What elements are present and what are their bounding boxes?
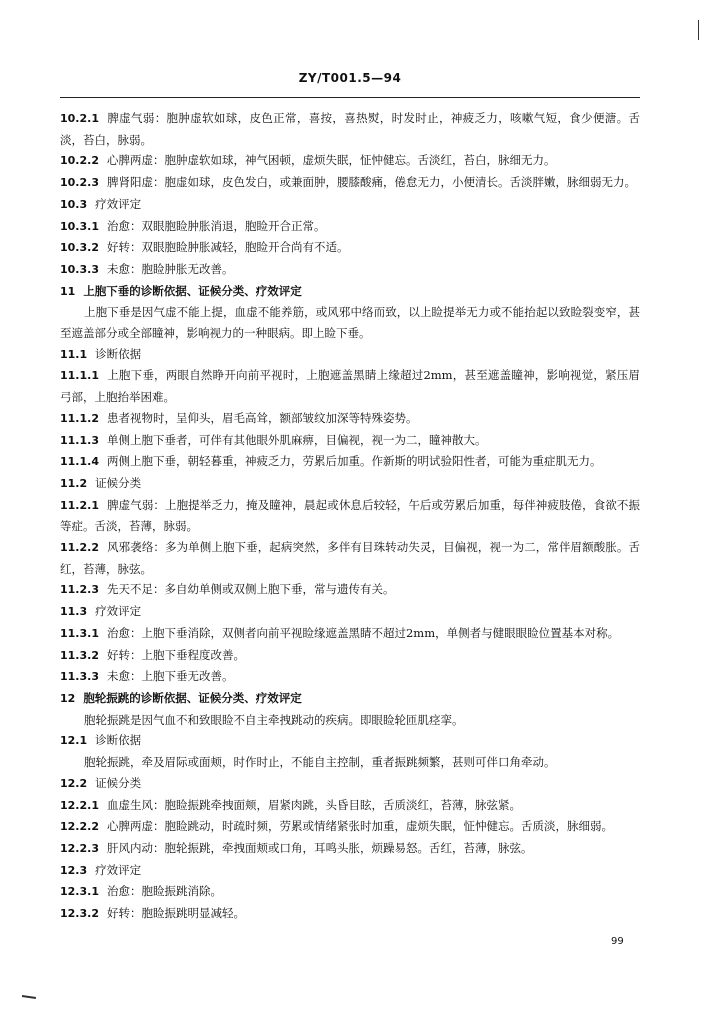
clause-number: 12 — [60, 691, 76, 705]
clause — [60, 881, 640, 903]
clause-text: 证候分类 — [95, 475, 142, 490]
clause-number: 10.3.1 — [60, 219, 99, 233]
clause-text: 脾虚气弱：胞肿虚软如球，皮色正常，喜按，喜热熨，时发时止，神疲乏力，咳嗽气短，食少便溏。舌淡，苔白，脉弱。 — [60, 111, 640, 147]
page-number: 99 — [611, 936, 624, 947]
clause-number: 10.2.1 — [60, 112, 99, 125]
paragraph — [60, 302, 640, 343]
clause — [60, 430, 640, 452]
section-heading — [60, 281, 640, 303]
clause — [60, 408, 640, 430]
clause-number: 10.3.3 — [60, 262, 99, 276]
clause-number: 12.2.1 — [60, 798, 99, 812]
clause — [60, 623, 640, 645]
clause-text: 疗效评定 — [95, 196, 142, 211]
clause-number: 11.3 — [60, 605, 88, 619]
section-heading — [60, 688, 640, 710]
clause-text: 胞轮振跳，牵及眉际或面颊，时作时止，不能自主控制，重者振跳频繁，甚则可伴口角牵动。 — [84, 755, 556, 770]
clause — [60, 344, 640, 366]
clause-number: 11.2.1 — [60, 498, 99, 512]
clause-text: 疗效评定 — [95, 862, 142, 877]
clause-text: 疗效评定 — [95, 604, 142, 619]
clause-text: 肝风内动：胞轮振跳，牵拽面颊或口角，耳鸣头胀，烦躁易怒。舌红，苔薄，脉弦。 — [106, 840, 533, 855]
clause-text: 诊断依据 — [95, 346, 142, 361]
header-rule — [60, 97, 640, 98]
clause-number: 11.2.2 — [60, 541, 99, 555]
clause-number: 10.2.2 — [60, 154, 99, 168]
clause — [60, 451, 640, 473]
clause — [60, 172, 640, 194]
clause-number: 12.3.1 — [60, 885, 99, 899]
clause-text: 上胞下垂是因气虚不能上提，血虚不能养筋，或风邪中络而致，以上睑提举无力或不能抬起以致睑裂变窄，甚至遮盖部分或全部瞳神，影响视力的一种眼病。即上睑下垂。 — [60, 305, 640, 341]
clause — [60, 194, 640, 216]
clause-text: 诊断依据 — [95, 733, 142, 748]
clause-number: 11.2 — [60, 476, 88, 490]
clause — [60, 816, 640, 838]
clause-text: 未愈：胞睑肿胀无改善。 — [106, 261, 234, 276]
clause — [60, 473, 640, 495]
clause-text: 治愈：双眼胞睑肿胀消退，胞睑开合正常。 — [106, 218, 326, 233]
clause-number: 12.2 — [60, 776, 88, 790]
clause-text: 胞轮振跳的诊断依据、证候分类、疗效评定 — [83, 690, 302, 705]
clause-number: 11.1.3 — [60, 433, 99, 447]
clause — [60, 860, 640, 882]
clause-number: 11.1.2 — [60, 411, 99, 425]
clause-text: 上胞下垂，两眼自然睁开向前平视时，上胞遮盖黑睛上缘超过2mm，甚至遮盖瞳神，影响视觉，紧压眉弓部，上胞抬举困难。 — [60, 368, 640, 405]
clause-number: 11.3.3 — [60, 670, 99, 684]
clause — [60, 579, 640, 601]
scan-corner-mark — [22, 995, 36, 998]
clause-text: 患者视物时，呈仰头，眉毛高耸，额部皱纹加深等特殊姿势。 — [106, 410, 418, 425]
clause-number: 12.3 — [60, 863, 88, 877]
clause-text: 脾虚气弱：上胞提举乏力，掩及瞳神，晨起或休息后较轻，午后或劳累后加重，每伴神疲肢倦，食欲不振等症。舌淡，苔薄，脉弱。 — [60, 497, 640, 534]
clause-text: 上胞下垂的诊断依据、证候分类、疗效评定 — [83, 283, 302, 298]
clause-number: 10.2.3 — [60, 176, 99, 190]
clause — [60, 495, 640, 537]
clause-number: 12.2.2 — [60, 820, 99, 834]
clause-number: 11.1.4 — [60, 455, 99, 469]
clause-text: 胞轮振跳是因气血不和致眼睑不自主牵拽跳动的疾病。即眼睑轮匝肌痉挛。 — [84, 712, 464, 727]
clause — [60, 150, 640, 172]
clause-text: 脾肾阳虚：胞虚如球，皮色发白，或兼面肿，腰膝酸痛，倦怠无力，小便清长。舌淡胖嫩，脉细弱无力。 — [106, 175, 636, 190]
clause-number: 10.3 — [60, 197, 88, 211]
clause-text: 心脾两虚：胞肿虚软如球，神气困顿，虚烦失眠，怔忡健忘。舌淡红，苔白，脉细无力。 — [106, 153, 556, 168]
clause — [60, 838, 640, 860]
clause-text: 风邪袭络：多为单侧上胞下垂，起病突然，多伴有目珠转动失灵，目偏视，视一为二，常伴眉额酸胀。舌红，苔薄，脉弦。 — [60, 540, 640, 576]
paragraph — [60, 710, 640, 731]
clause — [60, 601, 640, 623]
clause — [60, 666, 640, 688]
clause-text: 好转：胞睑振跳明显减轻。 — [106, 906, 245, 921]
clause-text: 治愈：胞睑振跳消除。 — [106, 884, 222, 899]
clause-number: 12.3.2 — [60, 907, 99, 921]
scan-edge-mark — [698, 20, 699, 40]
clause — [60, 108, 640, 150]
clause-number: 12.1 — [60, 734, 88, 748]
clause-text: 单侧上胞下垂者，可伴有其他眼外肌麻痹，目偏视，视一为二，瞳神散大。 — [106, 432, 487, 447]
clause — [60, 537, 640, 579]
clause-text: 两侧上胞下垂，朝轻暮重，神疲乏力，劳累后加重。作新斯的明试验阳性者，可能为重症肌无力。 — [106, 454, 602, 469]
clause-number: 10.3.2 — [60, 241, 99, 255]
paragraph — [60, 752, 640, 773]
clause-number: 11.3.1 — [60, 626, 99, 640]
clause-text: 未愈：上胞下垂无改善。 — [106, 669, 234, 684]
clause — [60, 795, 640, 817]
clause-text: 证候分类 — [95, 775, 142, 790]
clause-number: 11.3.2 — [60, 648, 99, 662]
clause-text: 血虚生风：胞睑振跳牵拽面颊，眉紧肉跳，头昏目眩，舌质淡红，苔薄，脉弦紧。 — [106, 797, 521, 812]
clause — [60, 773, 640, 795]
clause-number: 11.2.3 — [60, 583, 99, 597]
clause — [60, 903, 640, 925]
clause — [60, 237, 640, 259]
clause-text: 心脾两虚：胞睑跳动，时疏时频，劳累或情绪紧张时加重，虚烦失眠，怔忡健忘。舌质淡，脉细弱。 — [106, 819, 613, 834]
clause — [60, 216, 640, 238]
clause-text: 好转：双眼胞睑肿胀减轻，胞睑开合尚有不适。 — [106, 240, 349, 255]
clause — [60, 365, 640, 407]
clause-number: 11.1 — [60, 347, 88, 361]
document-header: ZY/T001.5—94 — [298, 71, 402, 85]
clause-text: 先天不足：多自幼单侧或双侧上胞下垂，常与遗传有关。 — [106, 582, 395, 597]
clause — [60, 259, 640, 281]
clause-number: 11 — [60, 284, 76, 298]
clause — [60, 730, 640, 752]
clause-number: 11.1.1 — [60, 369, 99, 383]
clause-text: 好转：上胞下垂程度改善。 — [106, 647, 245, 662]
document-body — [60, 108, 640, 925]
clause-number: 12.2.3 — [60, 841, 99, 855]
clause — [60, 645, 640, 667]
clause-text: 治愈：上胞下垂消除，双侧者向前平视睑缘遮盖黑睛不超过2mm，单侧者与健眼眼睑位置基本对称。 — [106, 625, 620, 640]
